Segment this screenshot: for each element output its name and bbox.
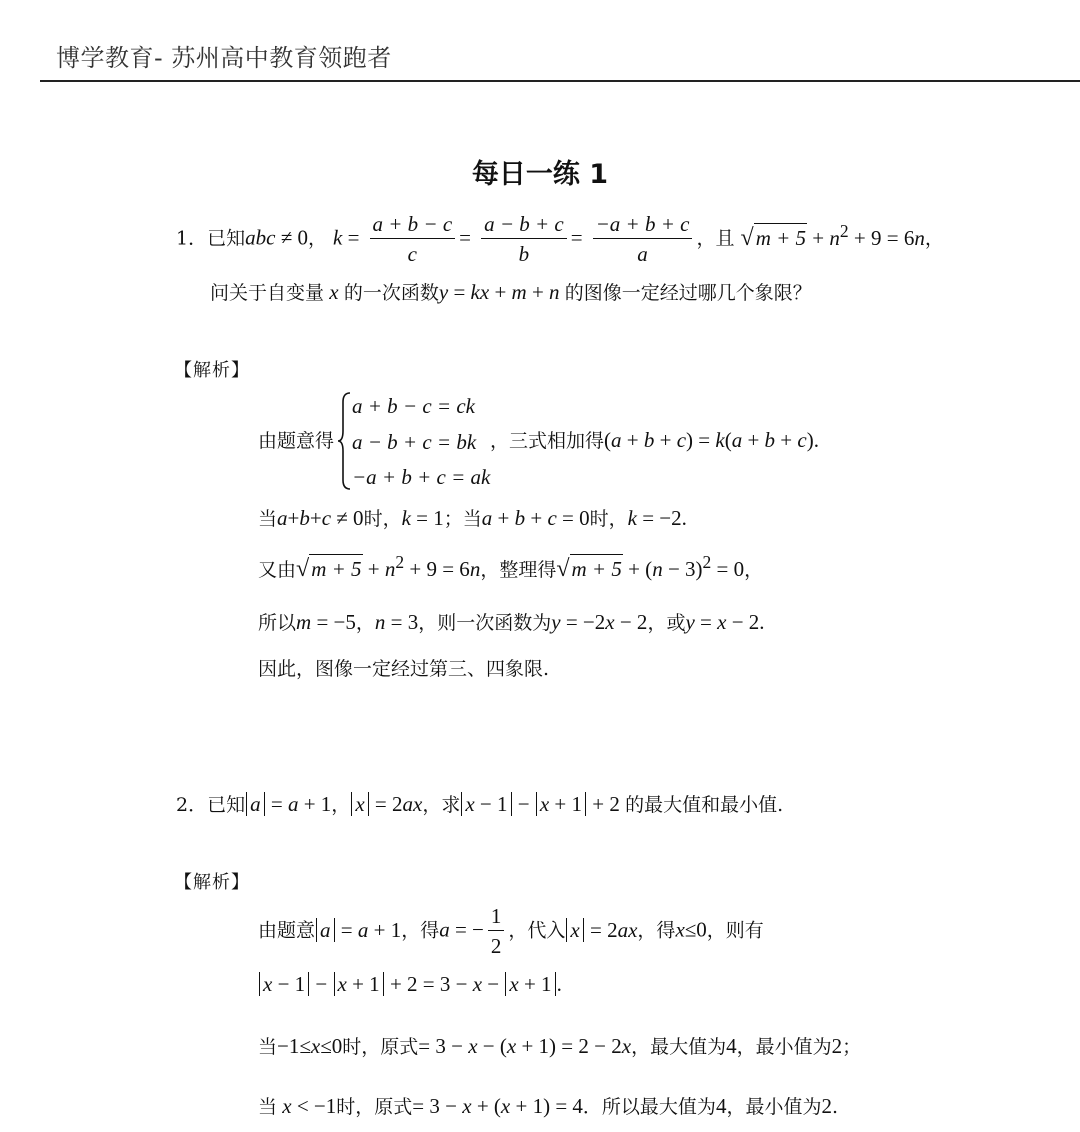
solution-1-line-5: 因此，图像一定经过第三、四象限. [258,658,550,680]
solution-2-line-3: 当−1≤x≤0时，原式= 3 − x − (x + 1) = 2 − 2x，最大值为4，最小值为2； [258,1034,862,1058]
problem-2-line-1: 2．已知 a = a + 1， x = 2ax，求 x − 1 − x + 1 + 2 的最大值和最小值. [176,792,784,816]
solution-2-line-1: 由题意 a = a + 1，得a = − $\frac{1}{2}$ ，代入 x = 2ax，得x≤0，则有 [258,904,764,958]
solution-1-label: 【解析】 [174,360,250,381]
problem-1-line-1: 1．已知abc ≠ 0， k = $\frac{a + b - c}{c}$ = $\frac{a - b + c}{b}$ = $\frac{-a + b + c}{a}$ ，且 $√m + 5 + n^2 + 9 = 6n$， [176,212,944,266]
solution-1-line-4: 所以m = −5，n = 3，则一次函数为y = −2x − 2，或y = x − 2. [258,610,765,634]
equation-2: a − b + c = bk [352,430,477,454]
solution-1-line-3: 又由$√m + 5 + n^2 + 9 = 6n$，整理得$√m + 5 + (n - 3)^2 = 0$， [258,552,764,582]
equation-system-brace [338,392,352,490]
page-title: 每日一练 1 [471,159,609,190]
solution-2-line-2: x − 1 − x + 1 + 2 = 3 − x − x + 1 . [258,974,562,995]
header-divider [40,80,1080,82]
equation-3: −a + b + c = ak [352,465,491,489]
solution-2-label: 【解析】 [174,872,250,893]
solution-1-line-2: 当a+b+c ≠ 0时，k = 1；当a + b + c = 0时，k = −2. [258,506,687,530]
page-header: 博学教育- 苏州高中教育领跑者 [56,44,392,72]
solution-2-line-4: 当 x < −1时，原式= 3 − x + (x + 1) = 4．所以最大值为4，最小值为2. [258,1094,838,1118]
equation-1: a + b − c = ck [352,394,475,418]
problem-1-line-2: 问关于自变量 x 的一次函数y = kx + m + n 的图像一定经过哪几个象限？ [210,280,812,304]
solution-1-sum: ，三式相加得(a + b + c) = k(a + b + c). [490,428,819,452]
solution-1-intro: 由题意得 [258,430,335,452]
